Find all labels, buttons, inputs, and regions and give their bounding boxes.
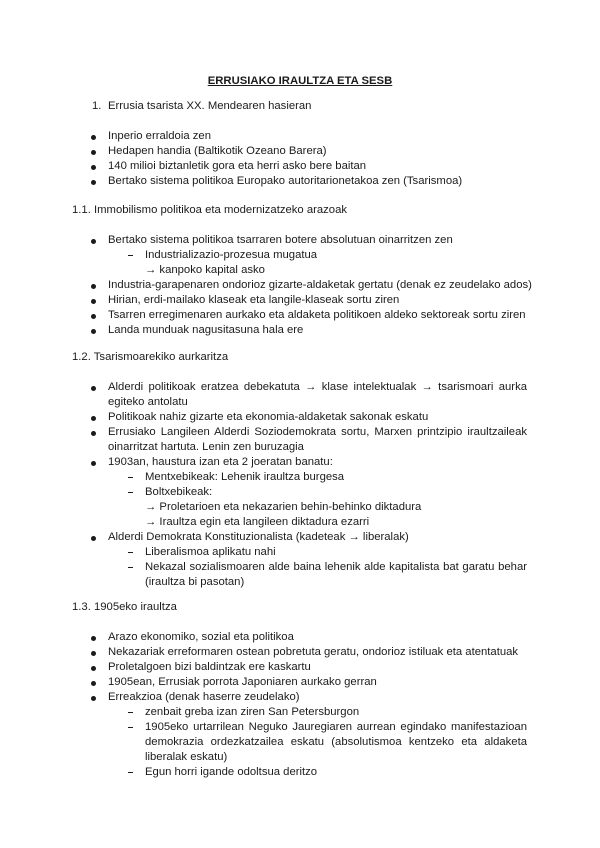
list-item: Hirian, erdi-mailako klaseak eta langile-klaseak sortu ziren xyxy=(108,294,400,306)
bullet-icon xyxy=(91,239,96,244)
list-item: Alderdi politikoak eratzea debekatuta → klase intelektualak → tsarismoari aurka xyxy=(108,381,527,393)
list-item: 1905ean, Errusiak porrota Japoniaren aurkako gerran xyxy=(108,676,377,688)
list-item: Industria-garapenaren ondorioz gizarte-aldaketak gertatu (denak ez zeudelako ados) xyxy=(108,279,532,291)
bullet-icon xyxy=(91,180,96,185)
sub-item-continuation: (iraultza bi pasotan) xyxy=(145,576,245,588)
sub-item: Liberalismoa aplikatu nahi xyxy=(145,546,276,558)
list-item: Proletalgoen bizi baldintzak ere kaskartu xyxy=(108,661,311,673)
bullet-icon xyxy=(91,386,96,391)
sub-item: → Iraultza egin eta langileen diktadura ezarri xyxy=(145,516,370,528)
list-item: Tsarren erregimenaren aurkako eta aldaketa politikoen aldeko sektoreak sortu ziren xyxy=(108,309,526,321)
section13-heading: 1.3. 1905eko iraultza xyxy=(72,601,177,613)
bullet-icon xyxy=(91,636,96,641)
sub-item-continuation: liberalak eskatu) xyxy=(145,751,228,763)
list-item: Politikoak nahiz gizarte eta ekonomia-aldaketak sakonak eskatu xyxy=(108,411,429,423)
sub-item: → kanpoko kapital asko xyxy=(145,264,265,276)
bullet-icon xyxy=(91,431,96,436)
bullet-icon xyxy=(91,329,96,334)
bullet-icon xyxy=(91,416,96,421)
section1-heading: Errusia tsarista XX. Mendearen hasieran xyxy=(108,100,312,112)
dash-icon xyxy=(128,477,133,478)
list-item: 140 milioi biztanletik gora eta herri asko bere baitan xyxy=(108,160,367,172)
dash-icon xyxy=(128,727,133,728)
sub-item: → Proletarioen eta nekazarien behin-behinko diktadura xyxy=(145,501,422,513)
sub-item: 1905eko urtarrilean Neguko Jauregiaren aurrean egindako manifestazioan xyxy=(145,721,527,733)
sub-item: Egun horri igande odoltsua deritzo xyxy=(145,766,318,778)
dash-icon xyxy=(128,492,133,493)
section11-heading: 1.1. Immobilismo politikoa eta modernizatzeko arazoak xyxy=(72,204,348,216)
list-item: Hedapen handia (Baltikotik Ozeano Barera) xyxy=(108,145,327,157)
section1-number: 1. xyxy=(92,100,102,112)
list-item: 1903an, haustura izan eta 2 joeratan banatu: xyxy=(108,456,333,468)
sub-item: Industrializazio-prozesua mugatua xyxy=(145,249,318,261)
list-item: Bertako sistema politikoa tsarraren botere absolutuan oinarritzen zen xyxy=(108,234,453,246)
bullet-icon xyxy=(91,536,96,541)
bullet-icon xyxy=(91,150,96,155)
bullet-icon xyxy=(91,284,96,289)
bullet-icon xyxy=(91,461,96,466)
dash-icon xyxy=(128,552,133,553)
list-item: Nekazariak erreformaren ostean pobretuta geratu, ondorioz istiluak eta atentatuak xyxy=(108,646,519,658)
bullet-icon xyxy=(91,135,96,140)
section12-heading: 1.2. Tsarismoarekiko aurkaritza xyxy=(72,351,229,363)
list-item: Bertako sistema politikoa Europako autoritarionetakoa zen (Tsarismoa) xyxy=(108,175,463,187)
dash-icon xyxy=(128,255,133,256)
bullet-icon xyxy=(91,651,96,656)
sub-item: Nekazal sozialismoaren alde baina lehenik alde kapitalista bat garatu behar xyxy=(145,561,527,573)
list-item: Errusiako Langileen Alderdi Soziodemokrata sortu, Marxen printzipio iraultzaileak xyxy=(108,426,527,438)
sub-item: Mentxebikeak: Lehenik iraultza burgesa xyxy=(145,471,345,483)
sub-item: zenbait greba izan ziren San Petersburgon xyxy=(145,706,360,718)
bullet-icon xyxy=(91,314,96,319)
list-item: Erreakzioa (denak haserre zeudelako) xyxy=(108,691,300,703)
dash-icon xyxy=(128,772,133,773)
page-title: ERRUSIAKO IRAULTZA ETA SESB xyxy=(207,75,393,87)
bullet-icon xyxy=(91,165,96,170)
list-item: Inperio erraldoia zen xyxy=(108,130,211,142)
sub-item: Boltxebikeak: xyxy=(145,486,213,498)
list-item-continuation: oinarritzat hartuta. Lenin zen buruzagia xyxy=(108,441,304,453)
bullet-icon xyxy=(91,696,96,701)
dash-icon xyxy=(128,567,133,568)
list-item: Landa munduak nagusitasuna hala ere xyxy=(108,324,304,336)
bullet-icon xyxy=(91,681,96,686)
list-item-continuation: egiteko antolatu xyxy=(108,396,188,408)
sub-item-continuation: demokrazia ordezkatzailea eskatu (absolutismoa kentzeko eta aldaketa xyxy=(145,736,527,748)
bullet-icon xyxy=(91,299,96,304)
list-item: Arazo ekonomiko, sozial eta politikoa xyxy=(108,631,294,643)
dash-icon xyxy=(128,712,133,713)
bullet-icon xyxy=(91,666,96,671)
list-item: Alderdi Demokrata Konstituzionalista (kadeteak → liberalak) xyxy=(108,531,409,543)
